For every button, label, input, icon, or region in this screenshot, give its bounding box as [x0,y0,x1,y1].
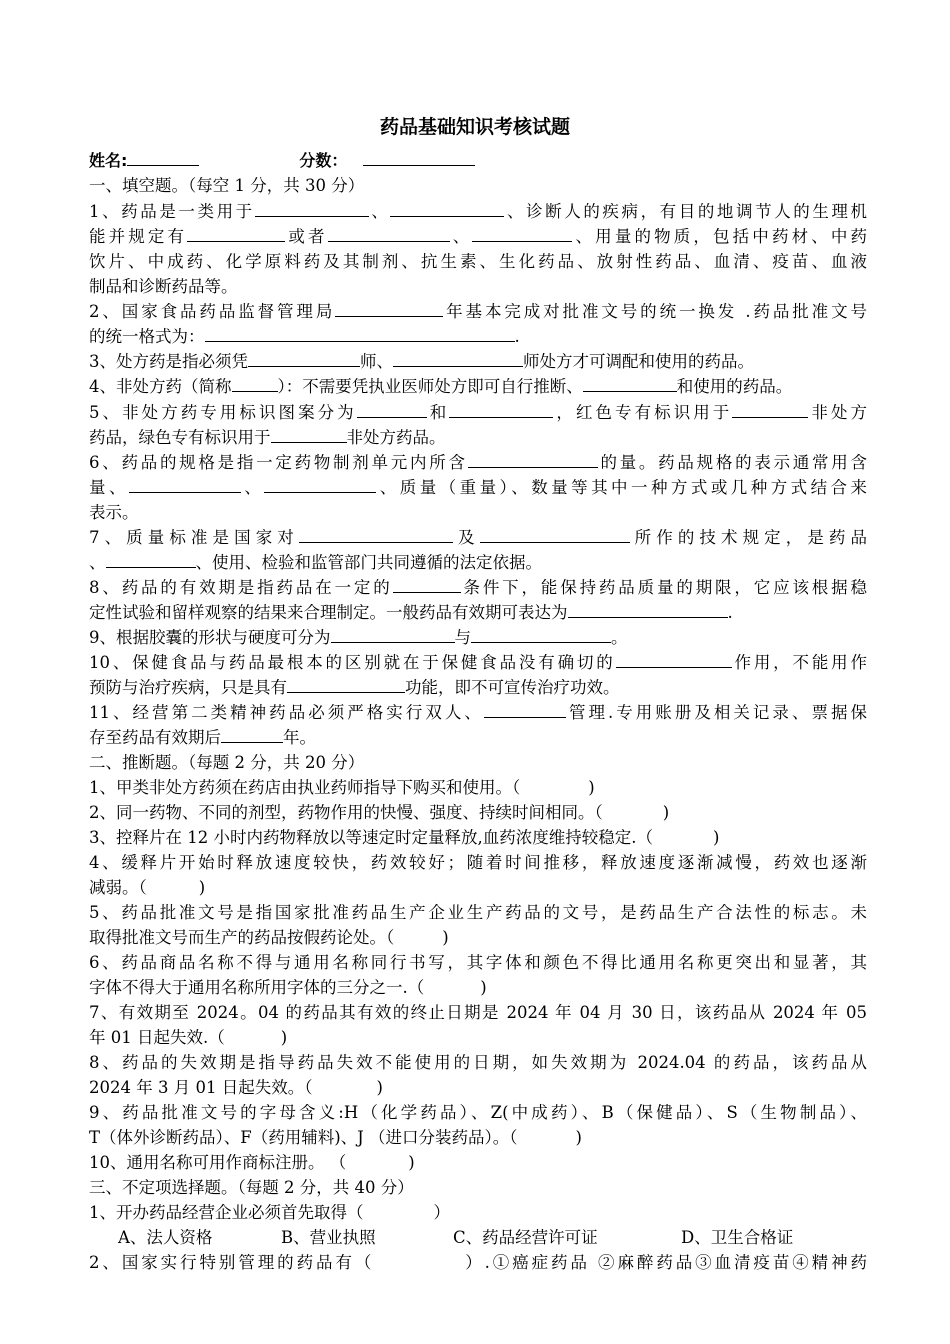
s1-q8-line1: 8、药品的有效期是指药品在一定的 条件下，能保持药品质量的期限，它应该根据稳 [89,578,868,597]
option-c[interactable]: C、药品经营许可证 [453,1228,598,1247]
blank[interactable] [393,351,523,367]
s1-q2-line2: 的统一格式为： . [89,327,520,346]
s1-q6-line1: 6、药品的规格是指一定药物制剂单元内所含 的量。药品规格的表示通常用含 [89,453,868,472]
blank[interactable] [480,527,630,543]
blank[interactable] [129,477,241,493]
section1-heading: 一、填空题。（每空 1 分，共 30 分） [89,176,365,195]
blank[interactable] [221,727,283,743]
s1-q1-line3: 饮片、中成药、化学原料药及其制剂、抗生素、生化药品、放射性药品、血清、疫苗、血液 [89,252,867,271]
option-d[interactable]: D、卫生合格证 [681,1228,794,1247]
s1-q7-line1: 7、质量标准是国家对 及 所作的技术规定，是药品 [89,528,868,547]
blank[interactable] [205,326,515,342]
score-blank[interactable] [363,150,475,166]
blank[interactable] [248,351,360,367]
s3-q1: 1、开办药品经营企业必须首先取得（ ） [89,1203,450,1222]
blank[interactable] [471,627,611,643]
s1-q10-line1: 10、保健食品与药品最根本的区别就在于保健食品没有确切的 作用，不能用作 [89,653,868,672]
score-label: 分数： [299,151,348,170]
s2-q3: 3、控释片在 12 小时内药物释放以等速定时定量释放,血药浓度维持较稳定.（ ) [89,828,720,847]
name-blank[interactable] [127,150,199,166]
blank[interactable] [187,226,285,242]
s2-q8-line2: 2024 年 3 月 01 日起失效。（ ) [89,1078,383,1097]
s1-q1-line2: 能并规定有 或者 、 、用量的物质，包括中药材、中药 [89,227,868,246]
blank[interactable] [299,527,453,543]
section3-heading: 三、不定项选择题。（每题 2 分，共 40 分） [89,1178,414,1197]
blank[interactable] [331,627,455,643]
option-b[interactable]: B、营业执照 [281,1228,376,1247]
name-label: 姓名: [89,151,128,170]
s1-q10-line2: 预防与治疗疾病，只是具有 功能，即不可宣传治疗功效。 [89,678,620,697]
s1-q11-line1: 11、经营第二类精神药品必须严格实行双人、 管理.专用账册及相关记录、票据保 [89,703,868,722]
s2-q9-line1: 9、药品批准文号的字母含义:H（化学药品）、Z(中成药）、B（保健品）、S（生物制品）、 [89,1103,867,1122]
blank[interactable] [390,201,504,217]
s1-q1-line4: 制品和诊断药品等。 [89,277,238,296]
s1-q3: 3、处方药是指必须凭 师、 师处方才可调配和使用的药品。 [89,352,754,371]
s2-q7-line2: 年 01 日起失效.（ ) [89,1028,288,1047]
s2-q1: 1、甲类非处方药须在药店由执业药师指导下购买和使用。（ ) [89,778,595,797]
s1-q9: 9、根据胶囊的形状与硬度可分为 与 。 [89,628,628,647]
s3-q2-line1: 2、国家实行特别管理的药品有（ ）.①癌症药品 ②麻醉药品③血清疫苗④精神药 [89,1253,868,1272]
s2-q8-line1: 8、药品的失效期是指导药品失效不能使用的日期，如失效期为 2024.04 的药品，该药品从 [89,1053,867,1072]
blank[interactable] [484,702,566,718]
blank[interactable] [287,677,405,693]
name-score-row [89,149,475,173]
s1-q5-line2: 药品，绿色专有标识用于 非处方药品。 [89,428,446,447]
blank[interactable] [393,577,461,593]
blank[interactable] [255,201,369,217]
s1-q4: 4、非处方药（简称 ）：不需要凭执业医师处方即可自行推断、 和使用的药品。 [89,377,793,396]
blank[interactable] [357,402,427,418]
blank[interactable] [232,376,278,392]
blank[interactable] [264,477,376,493]
blank[interactable] [732,402,808,418]
blank[interactable] [449,402,553,418]
blank[interactable] [472,226,572,242]
blank[interactable] [468,452,598,468]
s2-q5-line2: 取得批准文号而生产的药品按假药论处。（ ) [89,928,449,947]
s2-q5-line1: 5、药品批准文号是指国家批准药品生产企业生产药品的文号，是药品生产合法性的标志。未 [89,903,867,922]
blank[interactable] [335,301,443,317]
s1-q2-line1: 2、国家食品药品监督管理局 年基本完成对批准文号的统一换发 .药品批准文号 [89,302,867,321]
s1-q8-line2: 定性试验和留样观察的结果来合理制定。一般药品有效期可表达为 . [89,603,733,622]
s2-q6-line2: 字体不得大于通用名称所用字体的三分之一.（ ) [89,978,487,997]
s1-q7-line2: 、 、使用、检验和监管部门共同遵循的法定依据。 [89,553,542,572]
option-a[interactable]: A、法人资格 [118,1228,213,1247]
blank[interactable] [328,226,450,242]
section2-heading: 二、推断题。（每题 2 分，共 20 分） [89,753,365,772]
s1-q6-line2: 量、 、 、质量（重量）、数量等其中一种方式或几种方式结合来 [89,478,868,497]
s2-q10: 10、通用名称可用作商标注册。 （ ) [89,1153,415,1172]
page-title: 药品基础知识考核试题 [379,116,570,138]
s2-q2: 2、同一药物、不同的剂型，药物作用的快慢、强度、持续时间相同。（ ) [89,803,670,822]
s1-q11-line2: 存至药品有效期后 年。 [89,728,316,747]
s2-q4-line1: 4、缓释片开始时释放速度较快，药效较好；随着时间推移，释放速度逐渐减慢，药效也逐渐 [89,853,867,872]
blank[interactable] [616,652,732,668]
s3-q1-options [118,1226,793,1250]
s1-q6-line3: 表示。 [89,503,139,522]
s2-q4-line2: 减弱。（ ) [89,878,206,897]
s1-q1-line1: 1、药品是一类用于 、 、诊断人的疾病，有目的地调节人的生理机 [89,202,868,221]
blank[interactable] [271,427,347,443]
s1-q5-line1: 5、非处方药专用标识图案分为 和 ，红色专有标识用于 非处方 [89,403,868,422]
blank[interactable] [568,602,728,618]
blank[interactable] [106,552,196,568]
s2-q6-line1: 6、药品商品名称不得与通用名称同行书写，其字体和颜色不得比通用名称更突出和显著，其 [89,953,867,972]
s2-q9-line2: T（体外诊断药品）、F（药用辅料)、J （进口分装药品）。（ ) [89,1128,582,1147]
blank[interactable] [583,376,677,392]
s2-q7-line1: 7、有效期至 2024。04 的药品其有效的终止日期是 2024 年 04 月 30 日，该药品从 2024 年 05 [89,1003,867,1022]
